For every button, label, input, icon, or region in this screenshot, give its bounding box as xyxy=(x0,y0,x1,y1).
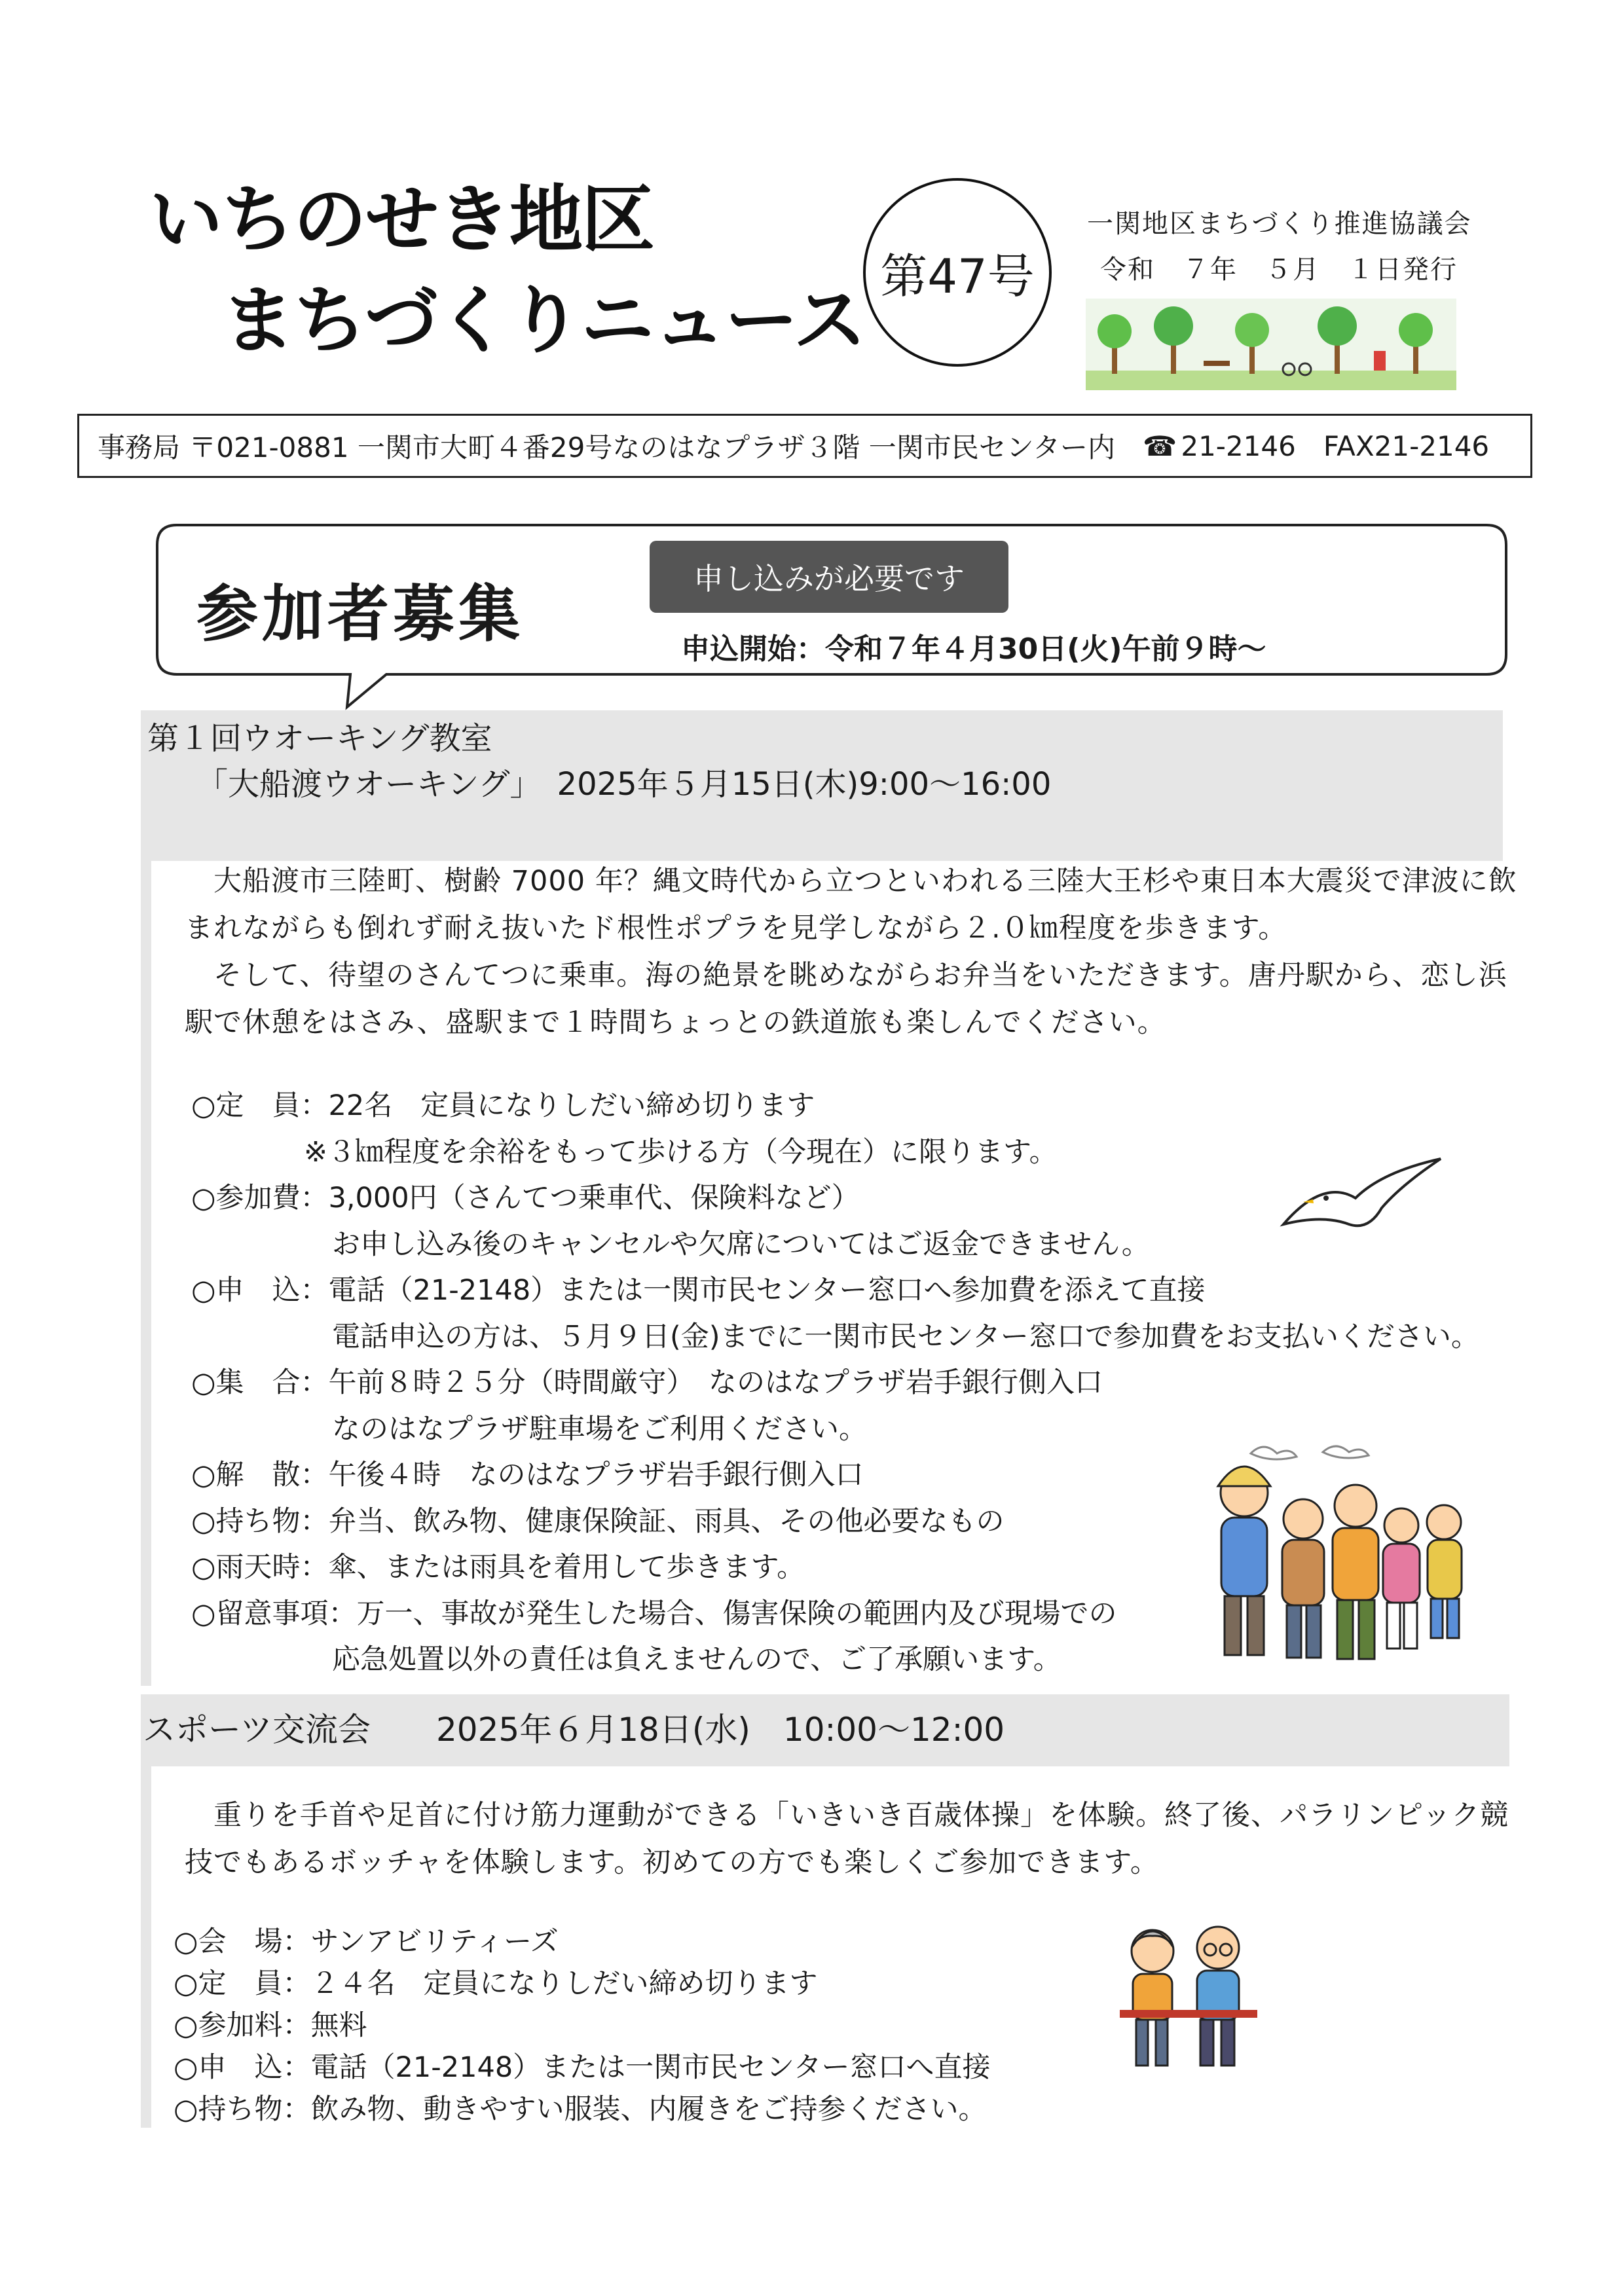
seniors-illustration xyxy=(1113,1912,1264,2075)
office-fax: FAX21-2146 xyxy=(1323,429,1490,462)
event2-side-bar xyxy=(141,1761,151,2128)
list-item: ○定 員：22名 定員になりしだい締め切ります xyxy=(191,1089,815,1122)
issue-number: 第47号 xyxy=(863,178,1052,367)
list-item: ○会 場：サンアビリティーズ xyxy=(174,1925,559,1958)
list-item: ○雨天時：傘、または雨具を着用して歩きます。 xyxy=(191,1551,805,1584)
recruit-heading: 参加者募集 xyxy=(196,579,525,650)
list-item: なのはなプラザ駐車場をご利用ください。 xyxy=(191,1412,867,1446)
issue-date: 令和 ７年 ５月 １日発行 xyxy=(1100,255,1458,285)
newsletter-title-line2: まちづくりニュース xyxy=(221,278,866,363)
office-address: 事務局 〒021-0881 一関市大町４番29号なのはなプラザ３階 一関市民センター内 xyxy=(98,431,1116,464)
event1-description: 大船渡市三陸町、樹齢 7000 年？縄文時代から立つといわれる三陸大王杉や東日本大震災で津波に飲 まれながらも倒れず耐え抜いたド根性ポプラを見学しながら２.０㎞程度を歩きます。 そして、待望のさんてつに乗車。海の絶景を眺めながらお弁当をいただきます。唐丹駅から、恋し浜 駅で休憩をはさみ、盛駅まで１時間ちょっとの鉄道旅も楽しんでください。 xyxy=(185,865,1517,1039)
senior-figure xyxy=(1197,1927,1239,2066)
office-info-box xyxy=(77,414,1532,478)
list-item: ○参加費：3,000円（さんてつ乗車代、保険料など） xyxy=(191,1182,860,1214)
list-item: ○申 込：電話（21-2148）または一関市民センター窓口へ参加費を添えて直接 xyxy=(191,1274,1206,1307)
park-illustration xyxy=(1086,299,1456,390)
postbox-icon xyxy=(1374,351,1386,371)
list-item: ○持ち物：飲み物、動きやすい服装、内履きをご持参ください。 xyxy=(174,2093,987,2126)
event2-description: 重りを手首や足首に付け筋力運動ができる「いきいき百歳体操」を体験。終了後、パラリンピック競 技でもあるボッチャを体験します。初めての方でも楽しくご参加できます。 xyxy=(185,1799,1509,1879)
walker-figure xyxy=(1218,1467,1270,1655)
event2-details xyxy=(174,1921,990,2130)
list-item: お申し込み後のキャンセルや欠席についてはご返金できません。 xyxy=(191,1228,1150,1261)
application-required-badge: 申し込みが必要です xyxy=(650,541,1008,613)
list-item: ○定 員：２４名 定員になりしだい締め切ります xyxy=(174,1967,818,2000)
list-item: ○解 散：午後４時 なのはなプラザ岩手銀行側入口 xyxy=(191,1459,864,1491)
event1-title: 第１回ウオーキング教室 xyxy=(147,720,492,757)
event1-subtitle-date: 「大船渡ウオーキング」 2025年５月15日(木)9:00～16:00 xyxy=(196,766,1052,803)
organization-name: 一関地区まちづくり推進協議会 xyxy=(1087,209,1472,239)
list-item: ○集 合：午前８時２５分（時間厳守） なのはなプラザ岩手銀行側入口 xyxy=(191,1366,1103,1399)
walker-figure xyxy=(1383,1508,1420,1649)
application-start: 申込開始：令和７年４月30日(火)午前９時～ xyxy=(681,632,1266,666)
list-item: ○参加料：無料 xyxy=(174,2009,367,2042)
list-item: ○申 込：電話（21-2148）または一関市民センター窓口へ直接 xyxy=(174,2051,991,2084)
senior-figure xyxy=(1132,1930,1173,2066)
event2-title: スポーツ交流会 2025年６月18日(水) 10:00～12:00 xyxy=(143,1711,1005,1749)
list-item: ※３㎞程度を余裕をもって歩ける方（今現在）に限ります。 xyxy=(191,1135,1058,1169)
chair-icon xyxy=(1120,2010,1257,2018)
list-item: 応急処置以外の責任は負えませんので、ご了承願います。 xyxy=(191,1643,1061,1676)
list-item: ○留意事項：万一、事故が発生した場合、傷害保険の範囲内及び現場での xyxy=(191,1597,1117,1630)
newsletter-title-line1: いちのせき地区 xyxy=(149,177,654,263)
office-phone: 21-2146 xyxy=(1181,429,1296,462)
walker-figure xyxy=(1282,1499,1324,1658)
phone-icon: ☎ xyxy=(1143,429,1177,462)
walker-figure xyxy=(1427,1505,1462,1638)
seagull-illustration xyxy=(1277,1152,1447,1250)
list-item: ○持ち物：弁当、飲み物、健康保険証、雨具、その他必要なもの xyxy=(191,1504,1005,1538)
list-item: 電話申込の方は、５月９日(金)までに一関市民センター窓口で参加費をお支払いください。 xyxy=(191,1320,1479,1353)
event1-side-bar xyxy=(141,841,151,1686)
walker-figure xyxy=(1333,1485,1378,1659)
walkers-illustration xyxy=(1192,1440,1467,1683)
bench-icon xyxy=(1204,361,1230,366)
